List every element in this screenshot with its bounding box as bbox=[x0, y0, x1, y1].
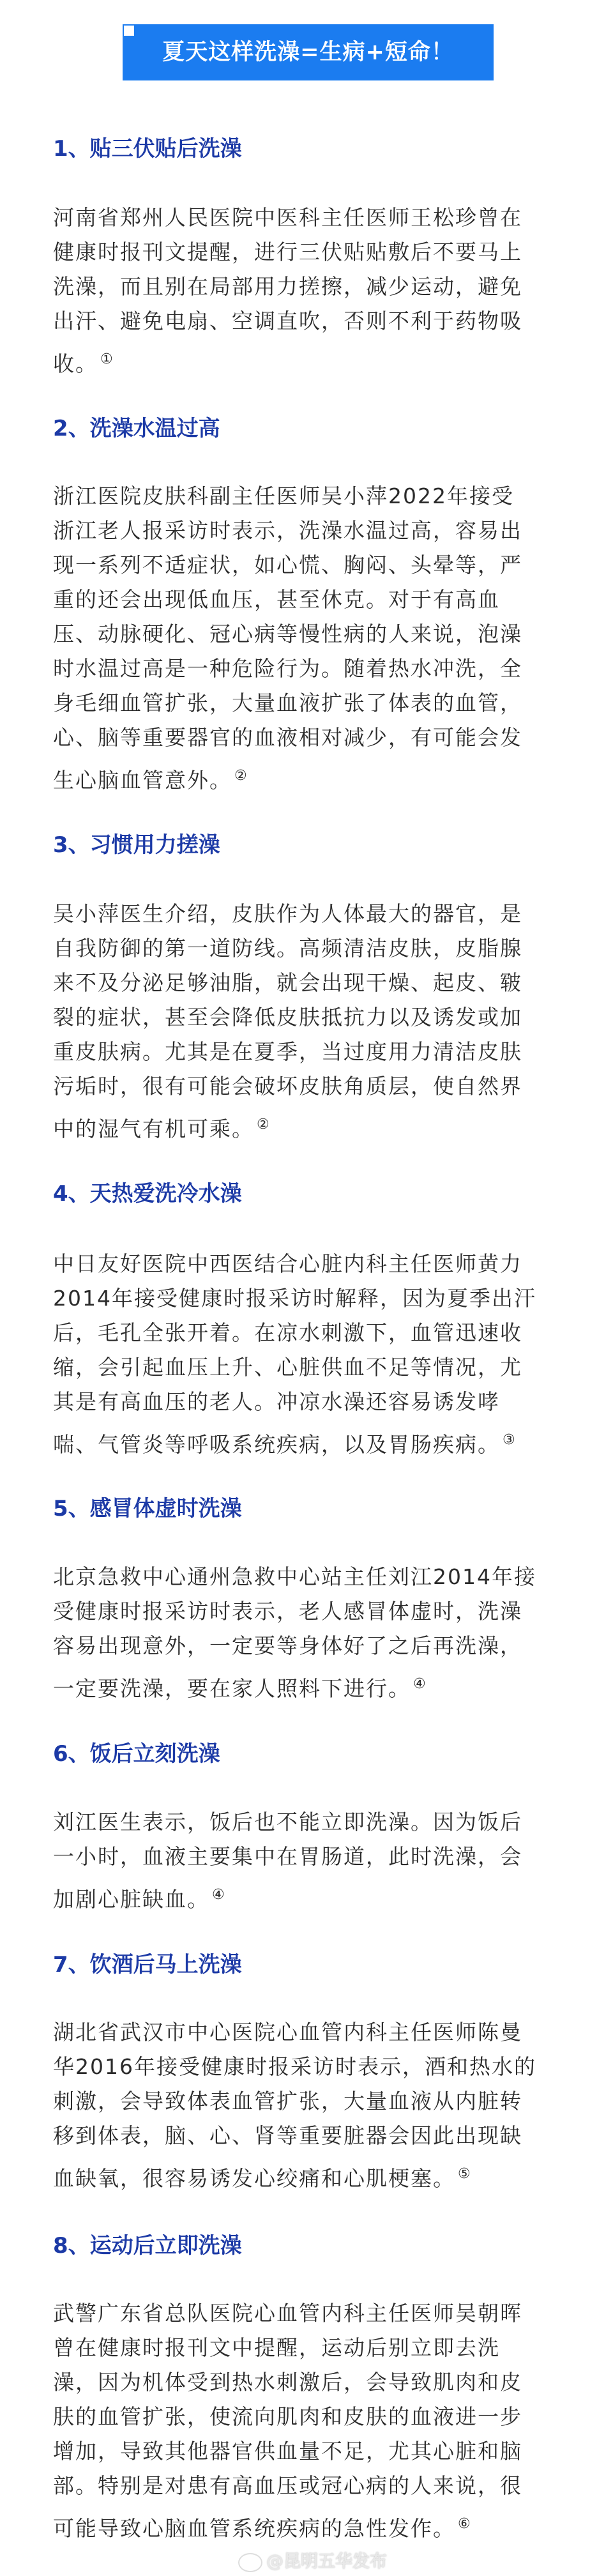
line-text: 污垢时，很有可能会破坏皮肤角质层，使自然界 bbox=[53, 1074, 522, 1099]
section-heading: 8、运动后立即洗澡 bbox=[53, 2233, 242, 2259]
paragraph-line bbox=[53, 583, 564, 617]
line-text: 自我防御的第一道防线。高频清洁皮肤，皮脂腺 bbox=[53, 936, 522, 961]
section-heading: 3、习惯用力搓澡 bbox=[53, 832, 220, 858]
line-text: 现一系列不适症状，如心慌、胸闷、头晕等，严 bbox=[53, 553, 522, 577]
section-heading: 1、贴三伏贴后洗澡 bbox=[53, 136, 242, 162]
paragraph-line bbox=[53, 201, 564, 235]
line-text: 浙江医院皮肤科副主任医师吴小萍2022年接受 bbox=[53, 484, 514, 508]
line-text: 澡，因为机体受到热水刺激后，会导致肌肉和皮 bbox=[53, 2370, 522, 2395]
line-text: 湖北省武汉市中心医院心血管内科主任医师陈曼 bbox=[53, 2020, 522, 2045]
line-text: 缩，会引起血压上升、心脏供血不足等情况，尤 bbox=[53, 1355, 522, 1380]
paragraph-line bbox=[53, 479, 564, 514]
line-text: 重的还会出现低血压，甚至休克。对于有高血 bbox=[53, 587, 500, 612]
line-text: 洗澡，而且别在局部用力搓擦，减少运动，避免 bbox=[53, 274, 522, 299]
line-text: 时水温过高是一种危险行为。随着热水冲洗，全 bbox=[53, 656, 522, 681]
paragraph-line bbox=[53, 720, 564, 755]
line-text: 吴小萍医生介绍，皮肤作为人体最大的器官，是 bbox=[53, 901, 522, 926]
section-heading: 7、饮酒后马上洗澡 bbox=[53, 1952, 242, 1978]
reference-note: ③ bbox=[503, 1432, 515, 1448]
paragraph-line bbox=[53, 652, 564, 686]
section-paragraph bbox=[53, 1805, 564, 1912]
paragraph-line bbox=[53, 1423, 564, 1458]
line-text: 可能导致心脑血管系统疾病的急性发作。 bbox=[53, 2516, 455, 2541]
section-heading: 5、感冒体虚时洗澡 bbox=[53, 1496, 242, 1521]
line-text: 曾在健康时报刊文中提醒，运动后别立即去洗 bbox=[53, 2335, 500, 2360]
line-text: 移到体表，脑、心、肾等重要脏器会因此出现缺 bbox=[53, 2123, 522, 2148]
paragraph-line bbox=[53, 1350, 564, 1385]
paragraph-line bbox=[53, 1840, 564, 1874]
paragraph-line bbox=[53, 617, 564, 652]
paragraph-line bbox=[53, 2157, 564, 2191]
paragraph-line bbox=[53, 1629, 564, 1663]
line-text: 心、脑等重要器官的血液相对减少，有可能会发 bbox=[53, 725, 522, 750]
line-text: 武警广东省总队医院心血管内科主任医师吴朝晖 bbox=[53, 2301, 522, 2326]
watermark bbox=[238, 2551, 387, 2573]
paragraph-line bbox=[53, 1247, 564, 1281]
line-text: 增加，导致其他器官供血量不足，尤其心脏和脑 bbox=[53, 2439, 522, 2464]
paragraph-line bbox=[53, 1281, 564, 1316]
paragraph-line bbox=[53, 2015, 564, 2050]
paragraph-line bbox=[53, 235, 564, 270]
section-paragraph bbox=[53, 897, 564, 1142]
line-text: 刺激，会导致体表血管扩张，大量血液从内脏转 bbox=[53, 2089, 522, 2114]
line-text: 身毛细血管扩张，大量血液扩张了体表的血管， bbox=[53, 690, 522, 715]
paragraph-line bbox=[53, 304, 564, 339]
line-text: 加剧心脏缺血。 bbox=[53, 1887, 209, 1912]
line-text: 血缺氧，很容易诱发心绞痛和心肌梗塞。 bbox=[53, 2166, 455, 2191]
reference-note: ⑥ bbox=[458, 2516, 471, 2532]
line-text: 其是有高血压的老人。冲凉水澡还容易诱发哮 bbox=[53, 1389, 500, 1414]
line-text: 中的湿气有机可乘。 bbox=[53, 1117, 254, 1141]
reference-note: ④ bbox=[212, 1887, 225, 1903]
line-text: 一小时，血液主要集中在胃肠道，此时洗澡，会 bbox=[53, 1844, 522, 1869]
line-text: 健康时报刊文提醒，进行三伏贴贴敷后不要马上 bbox=[53, 240, 522, 264]
paragraph-line bbox=[53, 2469, 564, 2503]
line-text: 肤的血管扩张，使流向肌肉和皮肤的血液进一步 bbox=[53, 2404, 522, 2429]
line-text: 重皮肤病。尤其是在夏季，当过度用力清洁皮肤 bbox=[53, 1039, 522, 1064]
paragraph-line bbox=[53, 759, 564, 793]
paragraph-line bbox=[53, 1000, 564, 1035]
section-heading: 2、洗澡水温过高 bbox=[53, 416, 220, 441]
line-text: 收。 bbox=[53, 351, 98, 376]
line-text: 出汗、避免电扇、空调直吹，否则不利于药物吸 bbox=[53, 309, 522, 333]
section-paragraph bbox=[53, 2296, 564, 2542]
line-text: 喘、气管炎等呼吸系统疾病，以及胃肠疾病。 bbox=[53, 1432, 500, 1457]
paragraph-line bbox=[53, 1560, 564, 1594]
line-text: 裂的症状，甚至会降低皮肤抵抗力以及诱发或加 bbox=[53, 1005, 522, 1030]
paragraph-line bbox=[53, 2296, 564, 2331]
line-text: 河南省郑州人民医院中医科主任医师王松珍曾在 bbox=[53, 205, 522, 230]
paragraph-line bbox=[53, 2331, 564, 2365]
paragraph-line bbox=[53, 2365, 564, 2400]
paragraph-line bbox=[53, 966, 564, 1000]
paragraph-line bbox=[53, 2119, 564, 2153]
paragraph-line bbox=[53, 2400, 564, 2434]
paragraph-line bbox=[53, 548, 564, 583]
reference-note: ② bbox=[257, 1117, 269, 1132]
paragraph-line bbox=[53, 1069, 564, 1104]
page-title: 夏天这样洗澡=生病+短命！ bbox=[162, 40, 454, 65]
paragraph-line bbox=[53, 1667, 564, 1702]
watermark-text: @昆明五华发布 bbox=[266, 2552, 387, 2572]
paragraph-line bbox=[53, 270, 564, 304]
paragraph-line bbox=[53, 1385, 564, 1419]
paragraph-line bbox=[53, 2507, 564, 2542]
paragraph-line bbox=[53, 1805, 564, 1840]
line-text: 刘江医生表示，饭后也不能立即洗澡。因为饭后 bbox=[53, 1810, 522, 1834]
paragraph-line bbox=[53, 686, 564, 720]
reference-note: ② bbox=[234, 768, 247, 784]
weibo-logo-icon bbox=[238, 2553, 262, 2572]
reference-note: ④ bbox=[413, 1676, 426, 1692]
line-text: 生心脑血管意外。 bbox=[53, 768, 232, 793]
paragraph-line bbox=[53, 1878, 564, 1912]
section-paragraph bbox=[53, 479, 564, 793]
paragraph-line bbox=[53, 1035, 564, 1069]
paragraph-line bbox=[53, 2434, 564, 2469]
line-text: 后，毛孔全张开着。在凉水刺激下，血管迅速收 bbox=[53, 1320, 522, 1345]
paragraph-line bbox=[53, 897, 564, 931]
paragraph-line bbox=[53, 931, 564, 966]
line-text: 来不及分泌足够油脂，就会出现干燥、起皮、皲 bbox=[53, 970, 522, 995]
section-paragraph bbox=[53, 2015, 564, 2191]
line-text: 部。特别是对患有高血压或冠心病的人来说，很 bbox=[53, 2473, 522, 2498]
paragraph-line bbox=[53, 1594, 564, 1629]
line-text: 受健康时报采访时表示，老人感冒体虚时，洗澡 bbox=[53, 1599, 522, 1624]
title-banner bbox=[123, 24, 494, 80]
line-text: 浙江老人报采访时表示，洗澡水温过高，容易出 bbox=[53, 518, 522, 543]
line-text: 压、动脉硬化、冠心病等慢性病的人来说，泡澡 bbox=[53, 621, 522, 646]
section-paragraph bbox=[53, 1247, 564, 1458]
section-paragraph bbox=[53, 201, 564, 377]
paragraph-line bbox=[53, 2084, 564, 2119]
paragraph-line bbox=[53, 1316, 564, 1350]
section-heading: 6、饭后立刻洗澡 bbox=[53, 1741, 220, 1767]
line-text: 华2016年接受健康时报采访时表示，酒和热水的 bbox=[53, 2054, 536, 2079]
line-text: 2014年接受健康时报采访时解释，因为夏季出汗 bbox=[53, 1286, 536, 1311]
line-text: 北京急救中心通州急救中心站主任刘江2014年接 bbox=[53, 1564, 536, 1589]
paragraph-line bbox=[53, 1108, 564, 1142]
section-heading: 4、天热爱洗冷水澡 bbox=[53, 1181, 242, 1207]
reference-note: ⑤ bbox=[458, 2166, 471, 2182]
line-text: 一定要洗澡，要在家人照料下进行。 bbox=[53, 1676, 411, 1701]
paragraph-line bbox=[53, 2050, 564, 2084]
line-text: 中日友好医院中西医结合心脏内科主任医师黄力 bbox=[53, 1251, 522, 1276]
section-paragraph bbox=[53, 1560, 564, 1702]
paragraph-line bbox=[53, 514, 564, 548]
line-text: 容易出现意外，一定要等身体好了之后再洗澡， bbox=[53, 1633, 522, 1658]
reference-note: ① bbox=[100, 351, 113, 367]
paragraph-line bbox=[53, 342, 564, 377]
